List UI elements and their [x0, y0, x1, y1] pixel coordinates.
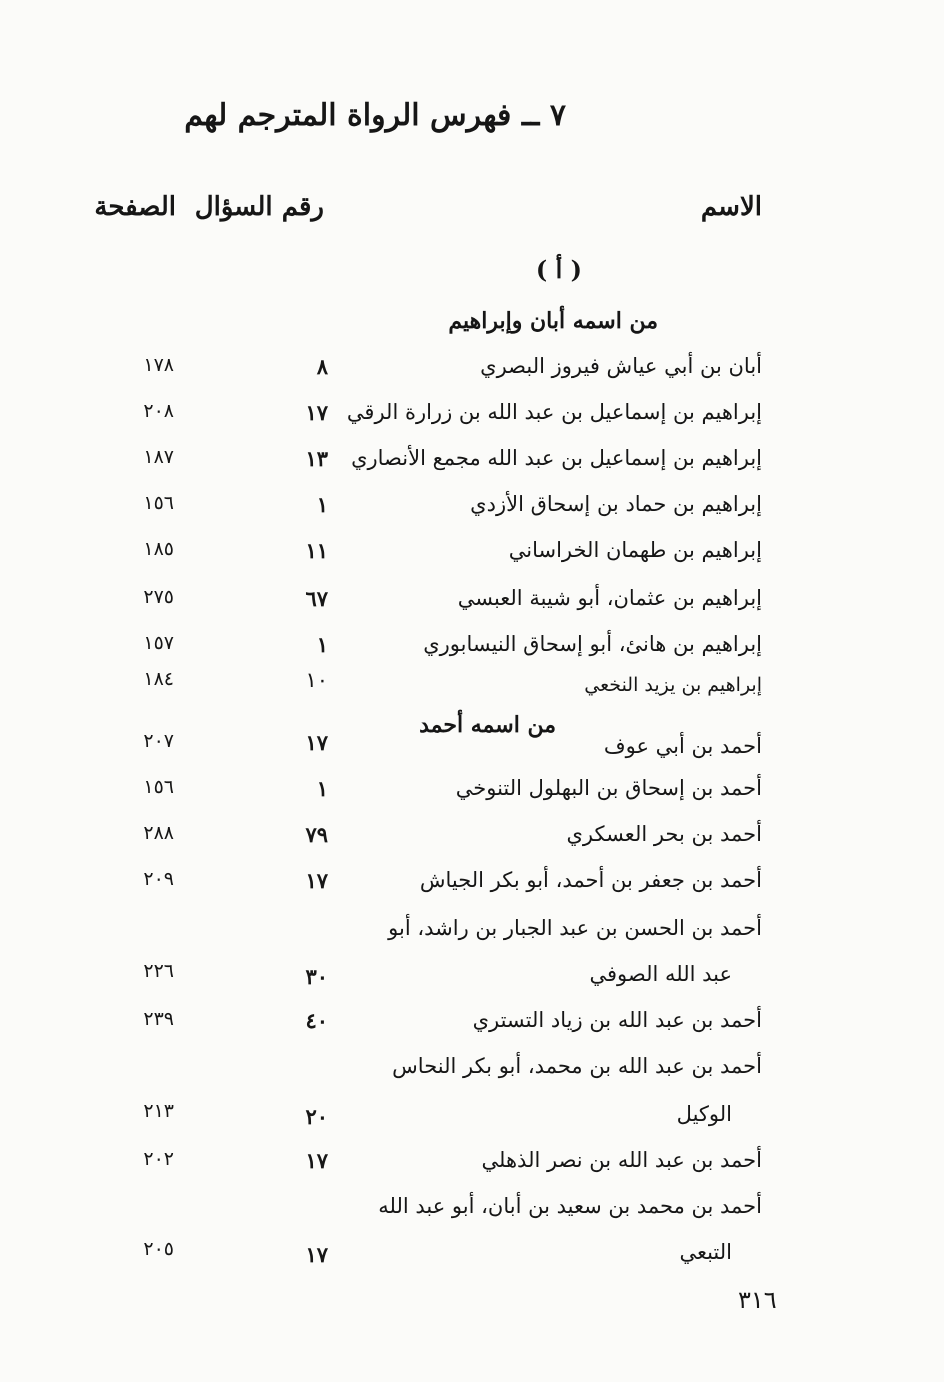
entry-name: أحمد بن جعفر بن أحمد، أبو بكر الجياش: [419, 868, 762, 892]
index-entry: [0, 730, 944, 770]
entry-page-number: ١٨٤: [143, 668, 174, 690]
entry-page-number: ١٥٦: [143, 776, 174, 798]
entry-page-number: ٢٠٩: [143, 868, 174, 890]
index-entry: [0, 916, 944, 1006]
entry-question-number: ٢٠: [305, 1104, 328, 1129]
entry-name: أحمد بن محمد بن سعيد بن أبان، أبو عبد الله: [378, 1194, 762, 1218]
entry-question-number: ١: [316, 632, 328, 657]
entry-name-continuation: الوكيل: [676, 1102, 732, 1126]
section-heading: من اسمه أحمد: [419, 712, 556, 738]
entry-name: أحمد بن عبد الله بن محمد، أبو بكر النحاس: [392, 1054, 762, 1078]
index-entry: [0, 492, 944, 532]
column-header-page: الصفحة: [94, 192, 176, 222]
index-entry: [0, 776, 944, 816]
entry-question-number: ٨: [316, 354, 328, 379]
entry-name: إبراهيم بن إسماعيل بن عبد الله مجمع الأنصاري: [351, 446, 762, 470]
index-entry: [0, 1054, 944, 1144]
index-entry: [0, 586, 944, 626]
entry-page-number: ١٧٨: [143, 354, 174, 376]
index-entry: [0, 446, 944, 486]
entry-name: أحمد بن الحسن بن عبد الجبار بن راشد، أبو: [388, 916, 762, 940]
entry-page-number: ٢٧٥: [143, 586, 174, 608]
index-entry: [0, 668, 944, 708]
entry-page-number: ٢٠٧: [143, 730, 174, 752]
section-heading: من اسمه أبان وإبراهيم: [448, 308, 658, 334]
letter-heading: ( أ ): [535, 255, 582, 284]
entry-name: إبراهيم بن هانئ، أبو إسحاق النيسابوري: [423, 632, 762, 656]
entry-page-number: ٢٢٦: [143, 960, 174, 982]
index-entry: [0, 632, 944, 672]
entry-page-number: ٢٣٩: [143, 1008, 174, 1030]
index-title: ٧ ــ فهرس الرواة المترجم لهم: [184, 98, 566, 133]
entry-name: إبراهيم بن إسماعيل بن عبد الله بن زرارة الرقي: [346, 400, 762, 424]
entry-page-number: ٢٨٨: [143, 822, 174, 844]
index-entry: [0, 1008, 944, 1048]
entry-name: أحمد بن عبد الله بن نصر الذهلي: [481, 1148, 762, 1172]
entry-name: إبراهيم بن عثمان، أبو شيبة العبسي: [457, 586, 762, 610]
entry-name: إبراهيم بن حماد بن إسحاق الأزدي: [470, 492, 762, 516]
index-entry: [0, 538, 944, 578]
entry-page-number: ١٨٧: [143, 446, 174, 468]
entry-question-number: ٣٠: [305, 964, 328, 989]
entry-question-number: ١٧: [305, 1242, 328, 1267]
entry-question-number: ٦٧: [305, 586, 328, 611]
entry-page-number: ٢٠٢: [143, 1148, 174, 1170]
entry-name: أحمد بن عبد الله بن زياد التستري: [472, 1008, 762, 1032]
entry-name: إبراهيم بن طهمان الخراساني: [508, 538, 762, 562]
entry-name: أحمد بن إسحاق بن البهلول التنوخي: [455, 776, 762, 800]
entry-page-number: ١٥٦: [143, 492, 174, 514]
entry-page-number: ٢١٣: [143, 1100, 174, 1122]
entry-page-number: ١٥٧: [143, 632, 174, 654]
column-header-question: رقم السؤال: [194, 192, 324, 222]
index-entry: [0, 868, 944, 908]
entry-name-continuation: التبعي: [679, 1240, 732, 1264]
entry-question-number: ١٣: [305, 446, 328, 471]
entry-name: أحمد بن بحر العسكري: [566, 822, 762, 846]
entry-name: أبان بن أبي عياش فيروز البصري: [480, 354, 762, 378]
entry-question-number: ١: [316, 492, 328, 517]
entry-question-number: ١٧: [305, 868, 328, 893]
index-entry: [0, 1194, 944, 1284]
entry-question-number: ١٠: [305, 668, 328, 692]
entry-question-number: ٧٩: [305, 822, 328, 847]
entry-page-number: ١٨٥: [143, 538, 174, 560]
index-entry: [0, 400, 944, 440]
entry-question-number: ١١: [305, 538, 328, 563]
index-entry: [0, 1148, 944, 1188]
entry-name: إبراهيم بن يزيد النخعي: [584, 674, 762, 696]
index-entry: [0, 354, 944, 394]
entry-question-number: ١٧: [305, 730, 328, 755]
entry-question-number: ١٧: [305, 1148, 328, 1173]
entry-question-number: ١٧: [305, 400, 328, 425]
entry-name: أحمد بن أبي عوف: [603, 734, 762, 758]
column-header-name: الاسم: [700, 192, 762, 222]
entry-question-number: ١: [316, 776, 328, 801]
entry-question-number: ٤٠: [305, 1008, 328, 1033]
page-number: ٣١٦: [738, 1286, 777, 1314]
index-entry: [0, 822, 944, 862]
entry-name-continuation: عبد الله الصوفي: [589, 962, 732, 986]
entry-page-number: ٢٠٥: [143, 1238, 174, 1260]
entry-page-number: ٢٠٨: [143, 400, 174, 422]
